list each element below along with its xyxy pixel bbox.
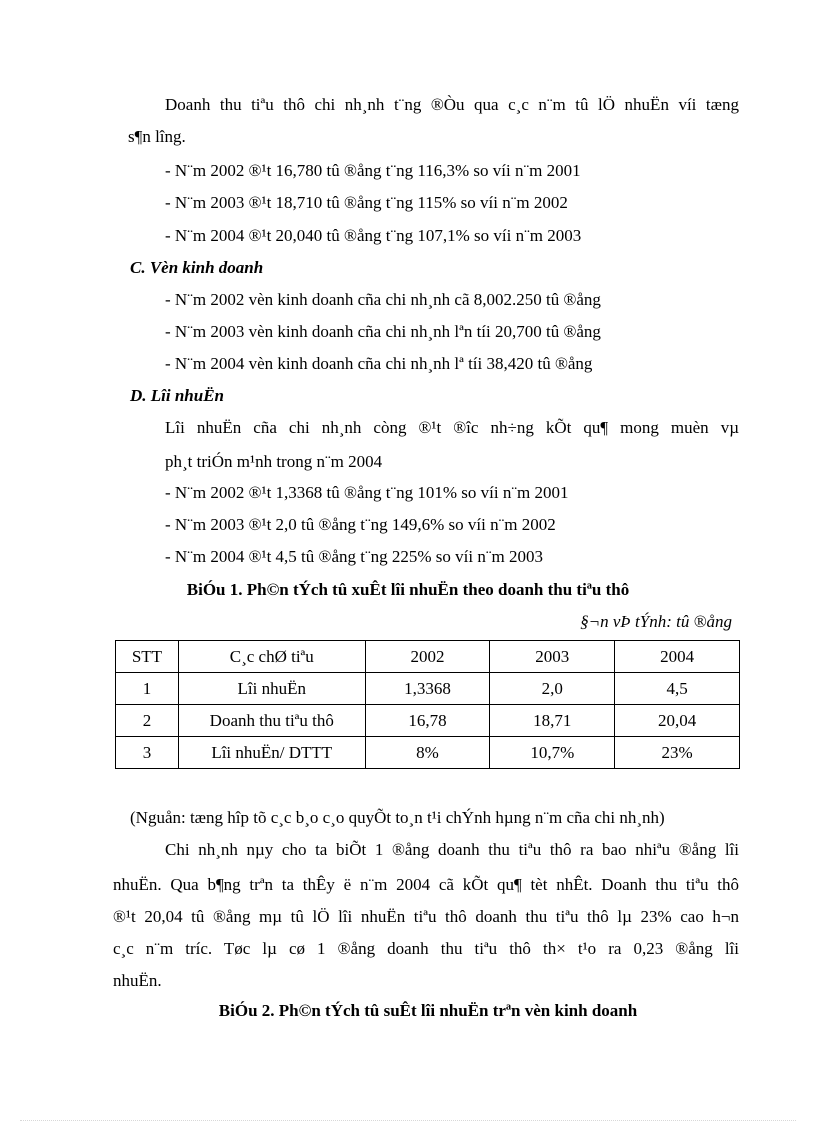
table-cell: 1 — [116, 673, 179, 705]
paragraph-profit-line-2: ph¸t triÓn m¹nh trong n¨m 2004 — [165, 452, 383, 471]
table-row — [116, 705, 740, 737]
header-cell: 2002 — [365, 641, 490, 673]
header-cell: 2004 — [615, 641, 740, 673]
paragraph-revenue-line-2: s¶n lîng. — [128, 127, 186, 146]
table-cell: 3 — [116, 737, 179, 769]
list-item: - N¨m 2002 vèn kinh doanh cña chi nh¸nh cã 8,002.250 tû ®ång — [165, 290, 601, 309]
table-cell: 2 — [116, 705, 179, 737]
table-cell: 16,78 — [365, 705, 490, 737]
list-item: - N¨m 2003 vèn kinh doanh cña chi nh¸nh lªn tíi 20,700 tû ®ång — [165, 322, 601, 341]
list-item: - N¨m 2004 ®¹t 4,5 tû ®ång t¨ng 225% so víi n¨m 2003 — [165, 547, 543, 566]
paragraph-analysis-line-5: nhuËn. — [113, 971, 162, 990]
header-cell: 2003 — [490, 641, 615, 673]
page-bottom-divider — [20, 1120, 796, 1121]
paragraph-profit-line-1: Lîi nhuËn cña chi nh¸nh còng ®¹t ®îc nh÷ng kÕt qu¶ mong muèn vµ — [165, 418, 739, 437]
paragraph-revenue-line-1: Doanh thu tiªu thô chi nh¸nh t¨ng ®Òu qua c¸c n¨m tû lÖ nhuËn víi tæng — [165, 95, 739, 114]
paragraph-analysis-line-1: Chi nh¸nh nµy cho ta biÕt 1 ®ång doanh thu tiªu thô ra bao nhiªu ®ång lîi — [165, 840, 739, 859]
table-cell: Doanh thu tiªu thô — [178, 705, 365, 737]
header-cell: C¸c chØ tiªu — [178, 641, 365, 673]
table-cell: 2,0 — [490, 673, 615, 705]
table-1-title: BiÓu 1. Ph©n tÝch tû xuÊt lîi nhuËn theo doanh thu tiªu thô — [186, 580, 630, 599]
profit-revenue-table — [115, 640, 740, 769]
source-note: (Nguån: tæng hîp tõ c¸c b¸o c¸o quyÕt to¸n t¹i chÝnh hµng n¨m cña chi nh¸nh) — [130, 808, 665, 827]
table-cell: 8% — [365, 737, 490, 769]
unit-label: §¬n vÞ tÝnh: tû ®ång — [580, 612, 732, 631]
list-item: - N¨m 2002 ®¹t 16,780 tû ®ång t¨ng 116,3% so víi n¨m 2001 — [165, 161, 581, 180]
table-cell: 10,7% — [490, 737, 615, 769]
table-cell: 4,5 — [615, 673, 740, 705]
list-item: - N¨m 2004 vèn kinh doanh cña chi nh¸nh lª tíi 38,420 tû ®ång — [165, 354, 593, 373]
table-cell: 20,04 — [615, 705, 740, 737]
table-cell: 1,3368 — [365, 673, 490, 705]
paragraph-analysis-line-3: ®¹t 20,04 tû ®ång mµ tû lÖ lîi nhuËn tiªu thô doanh thu tiªu thô lµ 23% cao h¬n — [113, 907, 739, 926]
table-row — [116, 673, 740, 705]
heading-capital: C. Vèn kinh doanh — [130, 258, 264, 277]
table-cell: 23% — [615, 737, 740, 769]
table-cell: Lîi nhuËn/ DTTT — [178, 737, 365, 769]
list-item: - N¨m 2003 ®¹t 2,0 tû ®ång t¨ng 149,6% so víi n¨m 2002 — [165, 515, 556, 534]
table-header-row — [116, 641, 740, 673]
list-item: - N¨m 2002 ®¹t 1,3368 tû ®ång t¨ng 101% so víi n¨m 2001 — [165, 483, 569, 502]
paragraph-analysis-line-4: c¸c n¨m tríc. Tøc lµ cø 1 ®ång doanh thu tiªu thô th× t¹o ra 0,23 ®ång lîi — [113, 939, 739, 958]
list-item: - N¨m 2003 ®¹t 18,710 tû ®ång t¨ng 115% so víi n¨m 2002 — [165, 193, 568, 212]
table-2-title: BiÓu 2. Ph©n tÝch tû suÊt lîi nhuËn trªn vèn kinh doanh — [218, 1001, 638, 1020]
paragraph-analysis-line-2: nhuËn. Qua b¶ng trªn ta thÊy ë n¨m 2004 cã kÕt qu¶ tèt nhÊt. Doanh thu tiªu thô — [113, 875, 739, 894]
heading-profit: D. Lîi nhuËn — [130, 386, 225, 405]
header-cell: STT — [116, 641, 179, 673]
table-row — [116, 737, 740, 769]
list-item: - N¨m 2004 ®¹t 20,040 tû ®ång t¨ng 107,1% so víi n¨m 2003 — [165, 226, 582, 245]
table-cell: 18,71 — [490, 705, 615, 737]
table-cell: Lîi nhuËn — [178, 673, 365, 705]
